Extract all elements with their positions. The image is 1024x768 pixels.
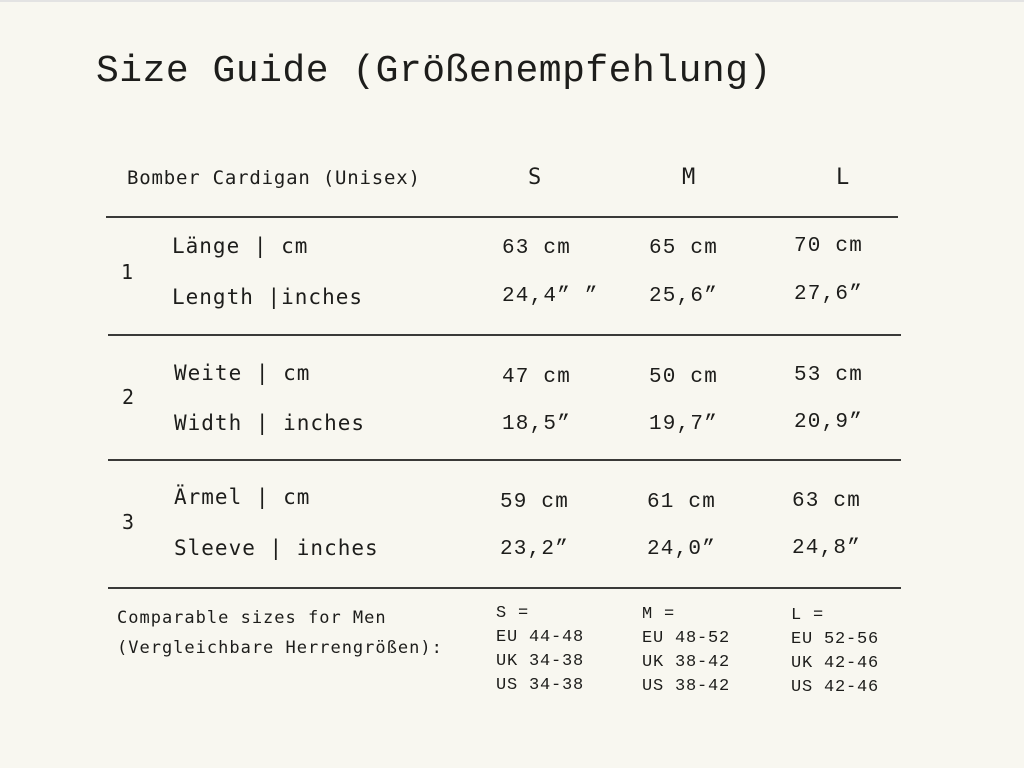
row-label-cm: Ärmel | cm — [174, 485, 311, 509]
cell-inches-m: 19,7” — [649, 413, 719, 436]
cell-inches-s: 23,2” — [500, 538, 570, 561]
cell-inches-m: 24,0” — [647, 538, 717, 561]
comparable-size-s — [496, 602, 584, 698]
row-index: 2 — [122, 385, 135, 409]
row-label-inches: Width | inches — [174, 411, 366, 435]
cell-cm-s: 59 cm — [500, 491, 570, 514]
table-divider — [108, 587, 901, 589]
cell-cm-l: 70 cm — [794, 235, 864, 258]
cell-cm-m: 50 cm — [649, 366, 719, 389]
cell-cm-s: 47 cm — [502, 366, 572, 389]
cell-inches-l: 24,8” — [792, 537, 862, 560]
comparable-uk: UK 38-42 — [642, 653, 731, 672]
comparable-size-l — [791, 604, 879, 700]
cell-inches-l: 20,9” — [794, 411, 864, 434]
comparable-head: S = — [496, 604, 530, 623]
cell-cm-m: 65 cm — [649, 237, 719, 260]
cell-inches-l: 27,6” — [794, 283, 864, 306]
cell-cm-l: 53 cm — [794, 364, 864, 387]
comparable-head: L = — [791, 606, 825, 625]
cell-inches-s: 24,4” ” — [502, 285, 599, 308]
comparable-size-m — [642, 603, 730, 699]
row-label-cm: Weite | cm — [174, 361, 311, 385]
table-divider — [108, 334, 901, 336]
size-header-s: S — [528, 165, 542, 190]
cell-inches-s: 18,5” — [502, 413, 572, 436]
comparable-eu: EU 48-52 — [642, 629, 731, 648]
comparable-uk: UK 42-46 — [791, 654, 880, 673]
row-label-inches: Length |inches — [172, 285, 364, 309]
comparable-note-line1: Comparable sizes for Men — [117, 608, 387, 628]
row-index: 1 — [121, 260, 134, 284]
comparable-us: US 34-38 — [496, 676, 585, 695]
cell-cm-s: 63 cm — [502, 237, 572, 260]
table-divider — [108, 459, 901, 461]
table-divider — [106, 216, 898, 218]
cell-cm-l: 63 cm — [792, 490, 862, 513]
comparable-uk: UK 34-38 — [496, 652, 585, 671]
comparable-note-line2: (Vergleichbare Herrengrößen): — [117, 638, 443, 658]
comparable-head: M = — [642, 605, 676, 624]
comparable-us: US 42-46 — [791, 678, 880, 697]
comparable-us: US 38-42 — [642, 677, 731, 696]
comparable-eu: EU 52-56 — [791, 630, 880, 649]
row-label-inches: Sleeve | inches — [174, 536, 379, 560]
comparable-eu: EU 44-48 — [496, 628, 585, 647]
cell-inches-m: 25,6” — [649, 285, 719, 308]
cell-cm-m: 61 cm — [647, 491, 717, 514]
size-header-l: L — [836, 165, 850, 190]
page-title: Size Guide (Größenempfehlung) — [96, 50, 772, 93]
row-index: 3 — [122, 510, 135, 534]
product-name: Bomber Cardigan (Unisex) — [127, 167, 421, 189]
comparable-note — [117, 603, 443, 663]
row-label-cm: Länge | cm — [172, 234, 309, 258]
size-header-m: M — [682, 165, 696, 190]
